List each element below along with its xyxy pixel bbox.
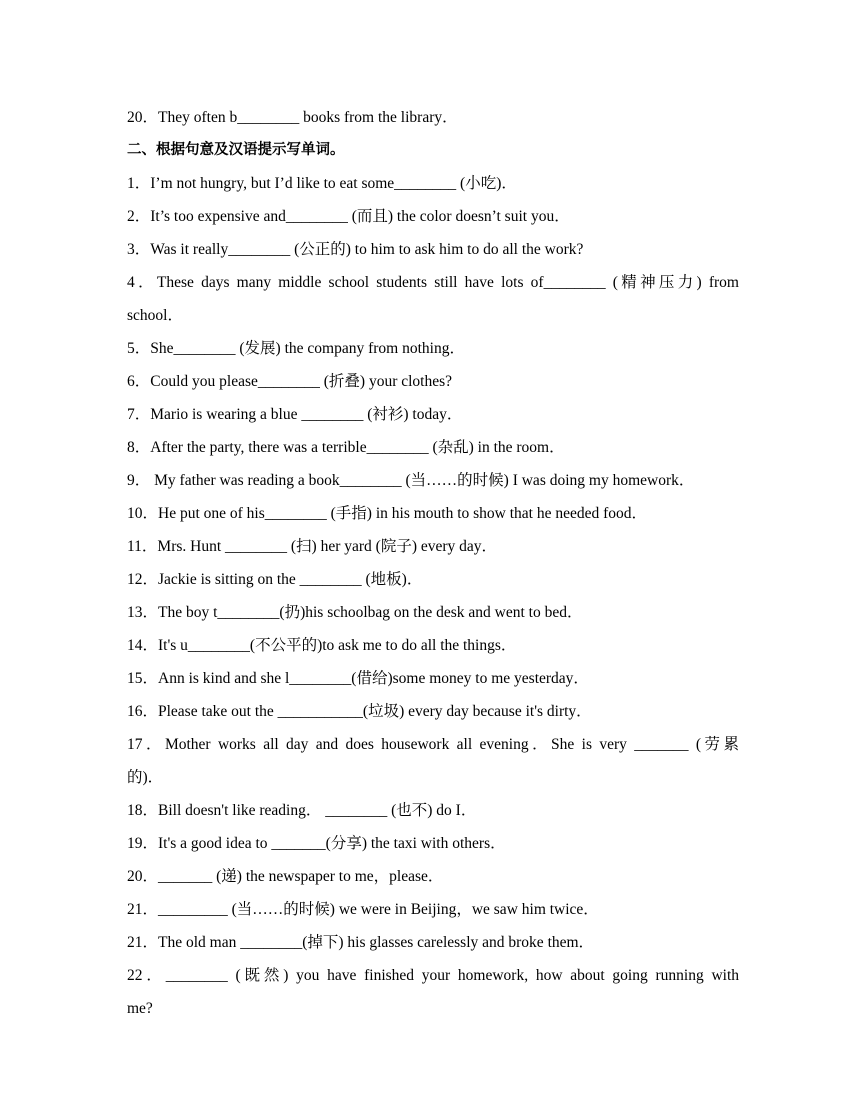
- question-line: 9． My father was reading a book________ (当……的时候) I was doing my homework．: [127, 472, 695, 489]
- question-line: 11．Mrs. Hunt ________ (扫) her yard (院子) every day．: [127, 538, 498, 555]
- question-line: 21．_________ (当……的时候) we were in Beijing，we saw him twice．: [127, 901, 599, 918]
- section-heading: 二、根据句意及汉语提示写单词。: [127, 142, 345, 158]
- question-line: 20．They often b________ books from the library．: [127, 109, 458, 126]
- question-line: 13．The boy t________(扔)his schoolbag on the desk and went to bed．: [127, 604, 583, 621]
- question-line: 17．Mother works all day and does housework all evening．She is very _______ (劳累: [127, 736, 739, 753]
- question-line: 12．Jackie is sitting on the ________ (地板)．: [127, 571, 423, 588]
- question-line: 6．Could you please________ (折叠) your clothes?: [127, 373, 453, 390]
- question-line: 7．Mario is wearing a blue ________ (衬衫) today．: [127, 406, 463, 423]
- question-line-continuation: 的)．: [127, 769, 164, 786]
- question-line: 18．Bill doesn't like reading． ________ (也不) do I．: [127, 802, 477, 819]
- question-line: 5．She________ (发展) the company from nothing．: [127, 340, 465, 357]
- question-line: 14．It's u________(不公平的)to ask me to do all the things．: [127, 637, 517, 654]
- question-line: 1．I’m not hungry, but I’d like to eat some________ (小吃)．: [127, 175, 517, 192]
- question-line: 3．Was it really________ (公正的) to him to ask him to do all the work?: [127, 241, 584, 258]
- question-line: 22．________ (既然) you have finished your homework, how about going running with: [127, 967, 739, 984]
- question-line: 16．Please take out the ___________(垃圾) every day because it's dirty．: [127, 703, 592, 720]
- question-line-continuation: school．: [127, 307, 183, 324]
- question-line: 2．It’s too expensive and________ (而且) the color doesn’t suit you．: [127, 208, 570, 225]
- question-line: 8．After the party, there was a terrible________ (杂乱) in the room．: [127, 439, 565, 456]
- worksheet-page: [127, 101, 739, 1025]
- question-line: 20．_______ (递) the newspaper to me，please．: [127, 868, 444, 885]
- question-line-continuation: me?: [127, 1000, 153, 1017]
- question-line: 15．Ann is kind and she l________(借给)some money to me yesterday．: [127, 670, 589, 687]
- question-line: 21．The old man ________(掉下) his glasses carelessly and broke them．: [127, 934, 595, 951]
- question-line: 4．These days many middle school students still have lots of________ (精神压力) from: [127, 274, 739, 291]
- question-line: 10．He put one of his________ (手指) in his mouth to show that he needed food．: [127, 505, 648, 522]
- question-line: 19．It's a good idea to _______(分享) the taxi with others．: [127, 835, 506, 852]
